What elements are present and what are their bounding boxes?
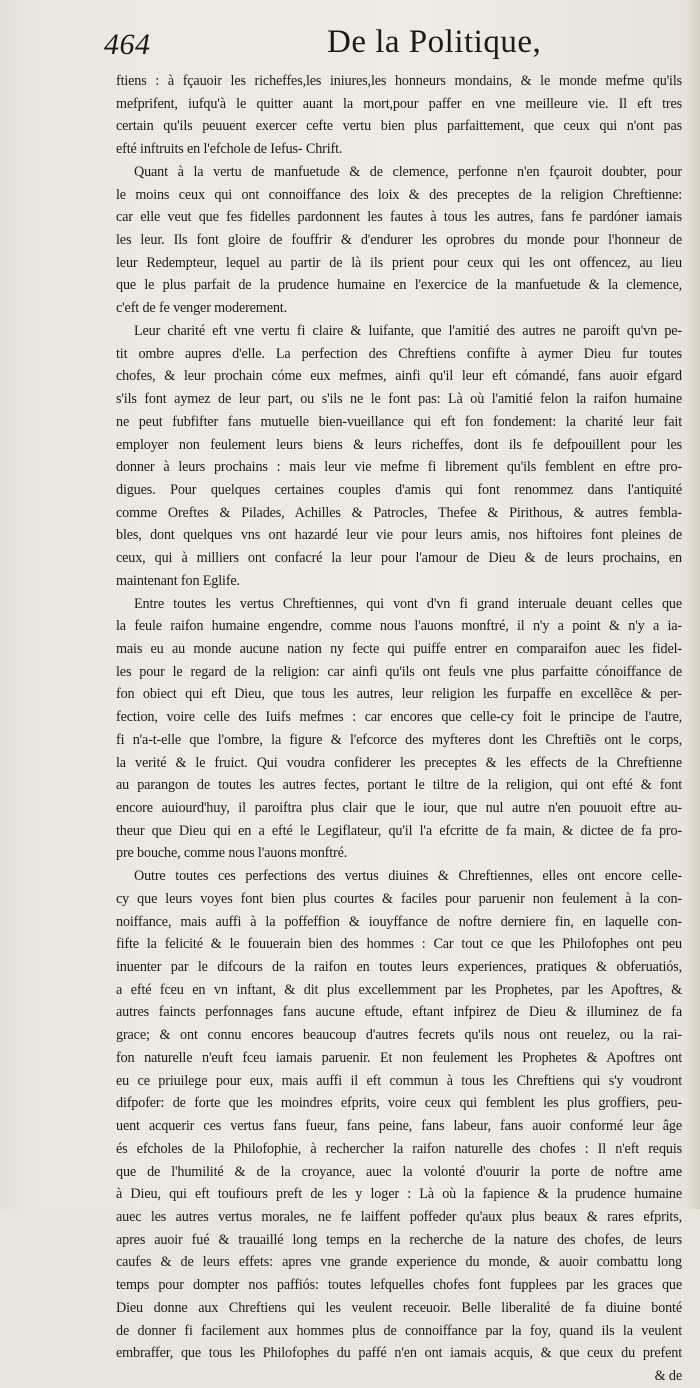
text-line: fection, voire celle des Iuifs mefmes : car encores que celle-cy foit le principe de l'autre, bbox=[116, 709, 682, 726]
text-line: uent acquerir ces vertus fans fueur, fans peine, fans labeur, fans auoir conformé leur âge bbox=[116, 1118, 682, 1135]
text-line: embraffer, que tous les Philofophes du paffé n'en ont iamais acquis, & que ceux du prefent bbox=[116, 1345, 682, 1362]
text-line: comme Oreftes & Pilades, Achilles & Patrocles, Thefee & Pirithous, & autres fembla- bbox=[116, 504, 682, 521]
text-line: Dieu donne aux Chreftiens qui les veulent receuoir. Belle liberalité de fa diuine bonté bbox=[116, 1299, 682, 1316]
text-line: inuenter par le difcours de la raifon en toutes leurs experiences, pratiques & obferuatiós, bbox=[116, 959, 682, 976]
text-line: Outre toutes ces perfections des vertus diuines & Chreftiennes, elles ont encore celle- bbox=[134, 868, 682, 885]
text-line: fifte la felicité & le fouuerain bien des hommes : Car tout ce que les Philofophes ont peu bbox=[116, 936, 682, 953]
text-line: noiffance, mais auffi à la poffeffion & iouyffance de noftre derniere fin, en laquelle con- bbox=[116, 913, 682, 930]
body-text bbox=[116, 70, 682, 1388]
text-line: leur Redempteur, lequel au partir de là ils prient pour ceux qui les ont offencez, au lieu bbox=[116, 254, 682, 271]
text-line: theur que Dieu qui en a efté le Legiflateur, qu'il l'a efcritte de fa main, & dictee de fa pro- bbox=[116, 822, 682, 839]
text-line: car elle veut que fes fidelles pardonnent les fautes à tous les autres, fans fe pardóner iamais bbox=[116, 209, 682, 226]
text-line: encore auiourd'huy, il paroiftra plus clair que le iour, que nul autre n'en pouuoit eftre au- bbox=[116, 800, 682, 816]
page-header bbox=[104, 22, 680, 68]
running-title: De la Politique, bbox=[327, 24, 542, 60]
text-line: grace; & ont connu encores beaucoup d'autres fecrets qu'ils nous ont reuelez, ou la rai- bbox=[116, 1027, 682, 1044]
text-line: caufes & de leurs effets: apres vne grande experience du monde, & auoir combattu long bbox=[116, 1254, 682, 1271]
text-line: la verité & le fruict. Qui voudra confiderer les preceptes & les effects de la Chreftienne bbox=[116, 754, 682, 771]
text-line: bles, dont quelques vns ont hazardé leur vie pour leurs amis, nos hiftoires font pleines de bbox=[116, 527, 682, 544]
text-line: eu ce priuilege pour eux, mais auffi il eft commun à tous les Chreftiens qui s'y voudront bbox=[116, 1072, 682, 1089]
text-line: pre bouche, comme nous l'auons monftré. bbox=[116, 845, 348, 862]
text-line: tit ombre aupres d'elle. La perfection des Chreftiens confifte à aymer Dieu fur toutes bbox=[116, 345, 682, 362]
text-line: de donner fi facilement aux hommes plus de connoiffance par la foy, quand ils la veulent bbox=[116, 1322, 682, 1339]
text-line: certain qu'ils peuuent exercer cefte vertu bien plus parfaittement, que ceux qui n'ont pas bbox=[116, 118, 682, 135]
text-line: s'ils font aymez de leur part, ou s'ils ne le font pas: Là où l'amitié felon la raifon humaine bbox=[116, 391, 682, 408]
text-line: à Dieu, qui eft toufiours preft de les y loger : Là où la fapience & la prudence humaine bbox=[116, 1186, 682, 1203]
text-line: cy que leurs voyes font bien plus courtes & faciles pour paruenir non feulement à la con- bbox=[116, 890, 682, 907]
text-line: au parangon de toutes les autres fectes, portant le tiltre de la religion, qui ont efté & font bbox=[116, 777, 682, 794]
text-line: ne peut fubfifter fans mutuelle bien-vueillance qui eft fon fondement: la charité leur fait bbox=[116, 413, 682, 430]
text-line: fon naturelle n'euft fceu iamais paruenir. Et non feulement les Prophetes & Apoftres ont bbox=[116, 1049, 682, 1066]
text-line: temps pour dompter nos paffiós: toutes lefquelles chofes font fupplees par les graces que bbox=[116, 1277, 682, 1294]
text-line: apres auoir fué & trauaillé long temps en la recherche de la nature des chofes, de leurs bbox=[116, 1231, 682, 1248]
text-line: chofes, & leur prochain cóme eux mefmes, ainfi qu'il leur eft cómandé, fans auoir efgard bbox=[116, 368, 682, 385]
text-line: c'eft de fe venger moderement. bbox=[116, 300, 287, 317]
text-line: mefprifent, iufqu'à le quitter auant la mort,pour paffer en vne meilleure vie. Il eft tres bbox=[116, 95, 682, 112]
text-line: a efté fceu en vn inftant, & dit plus excellemment par les Prophetes, par les Apoftres, & bbox=[116, 981, 682, 998]
text-line: la feule raifon humaine engendre, comme nous l'auons monftré, il n'y a point & n'y a ia- bbox=[116, 618, 682, 635]
text-line: donner à leurs prochains : mais leur vie mefme fi librement qu'ils femblent en eftre pro- bbox=[116, 459, 682, 476]
text-line: ftiens : à fçauoir les richeffes,les iniures,les honneurs mondains, & le monde mefme qu'ils bbox=[116, 73, 682, 89]
text-line: les leur. Ils font gloire de fouffrir & d'endurer les oprobres du monde pour l'honneur de bbox=[116, 232, 682, 249]
text-line: digues. Pour quelques certaines couples d'amis qui font renommez dans l'antiquité bbox=[116, 481, 682, 498]
text-line: Entre toutes les vertus Chreftiennes, qui vont d'vn fi grand interuale deuant celles que bbox=[134, 595, 682, 612]
text-line: auec les autres vertus morales, ne fe laiffent poffeder qu'aux plus beaux & rares efprits, bbox=[116, 1208, 682, 1225]
text-line: ceux, qui à milliers ont confacré la leur pour l'amour de Dieu & de leurs prochains, en bbox=[116, 550, 682, 567]
text-line: que de l'humilité & de la croyance, auec la volonté d'ouurir la porte de noftre ame bbox=[116, 1163, 682, 1180]
page-edge-shadow bbox=[686, 0, 700, 1209]
text-line: Quant à la vertu de manfuetude & de clemence, perfonne n'en fçauroit doubter, pour bbox=[134, 163, 682, 180]
text-line: efté inftruits en l'efchole de Iefus- Chrift. bbox=[116, 141, 343, 158]
text-line: Leur charité eft vne vertu fi claire & luifante, que l'amitié des autres ne paroift qu'vn pe- bbox=[134, 322, 682, 339]
text-line: le moins ceux qui ont connoiffance des loix & des preceptes de la religion Chreftienne: bbox=[116, 186, 682, 203]
text-line: que le plus parfait de la prudence humaine en l'exercice de la manfuetude & la clemence, bbox=[116, 277, 682, 294]
text-line: és efcholes de la Philofophie, à rechercher la raifon naturelle des chofes : Il n'eft requis bbox=[116, 1140, 682, 1157]
text-line: fi n'a-t-elle que l'ombre, la figure & l'efcorce des myfteres dont les Chreftiẽs ont le corps, bbox=[116, 731, 682, 748]
page-number: 464 bbox=[104, 28, 151, 61]
text-line: fon obiect qui eft Dieu, que tous les autres, leur religion les furpaffe en excellẽce & per- bbox=[116, 686, 682, 703]
text-line: difpofer: de forte que les moindres efprits, voire ceux qui femblent les plus groffiers, peu- bbox=[116, 1095, 682, 1112]
text-line: les pour le regard de la religion: car ainfi qu'ils ont feuls vne plus parfaitte cónoiffance de bbox=[116, 663, 682, 680]
text-line: maintenant fon Eglife. bbox=[116, 572, 240, 589]
catchword: & de bbox=[654, 1367, 682, 1384]
text-line: autres faincts perfonnages fans aucune eftude, eftant infpirez de Dieu & illuminez de fa bbox=[116, 1004, 682, 1021]
text-line: employer non feulement leurs biens & leurs richeffes, dont ils fe defpouillent pour les bbox=[116, 436, 682, 453]
text-line: mais eu au monde aucune nation ny fecte qui puiffe entrer en comparaifon auec les fidel- bbox=[116, 640, 682, 657]
